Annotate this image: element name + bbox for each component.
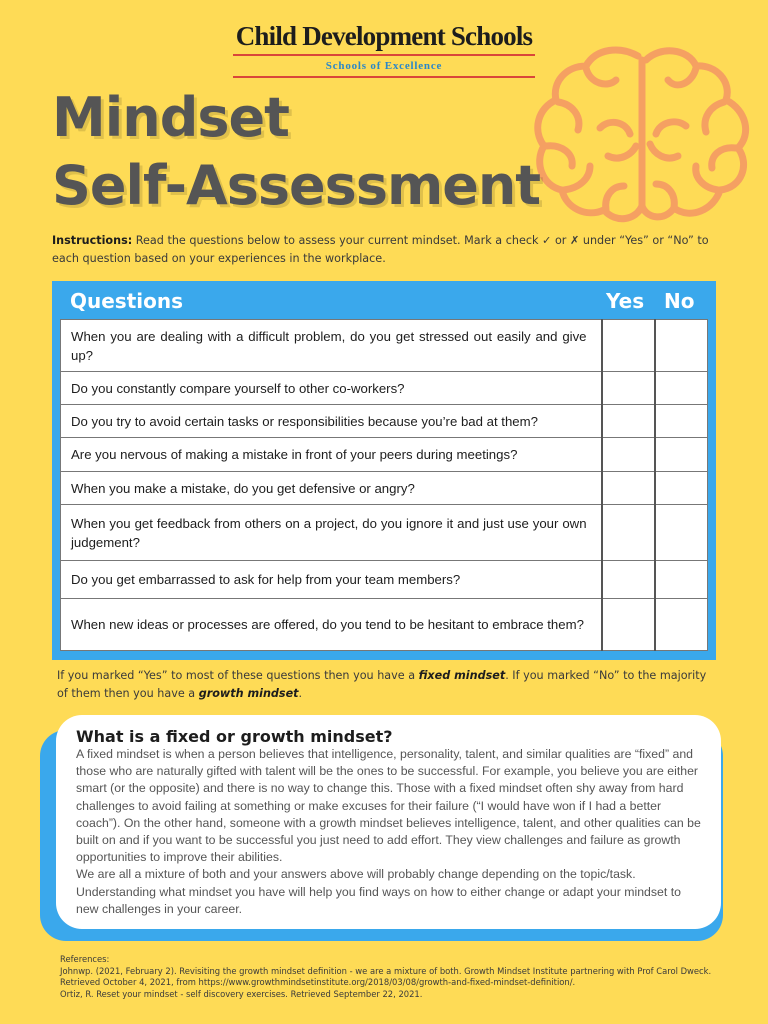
- table-row: [61, 505, 708, 561]
- yes-answer-cell[interactable]: [602, 320, 655, 372]
- info-card-title: What is a fixed or growth mindset?: [76, 727, 393, 746]
- result-note-text: If you marked “Yes” to most of these questions then you have a: [57, 669, 419, 682]
- yes-answer-cell[interactable]: [602, 561, 655, 599]
- questions-table: [60, 319, 708, 651]
- no-answer-cell[interactable]: [655, 320, 708, 372]
- fixed-mindset-term: fixed mindset: [418, 669, 506, 682]
- references: [60, 954, 750, 1000]
- reference-line: Johnwp. (2021, February 2). Revisiting the growth mindset definition - we are a mixture of both. Growth Mindset Institute partnering with Prof Carol Dweck.: [60, 965, 712, 976]
- yes-answer-cell[interactable]: [602, 472, 655, 505]
- table-row: [61, 320, 708, 372]
- questions-header: [52, 281, 716, 319]
- no-answer-cell[interactable]: [655, 561, 708, 599]
- no-answer-cell[interactable]: [655, 372, 708, 405]
- table-row: [61, 599, 708, 651]
- table-row: [61, 405, 708, 438]
- questions-column-header: Questions: [70, 289, 184, 313]
- instructions-label: Instructions:: [52, 234, 133, 247]
- no-answer-cell[interactable]: [655, 599, 708, 651]
- yes-answer-cell[interactable]: [602, 372, 655, 405]
- questions-panel: [52, 281, 716, 660]
- table-row: [61, 372, 708, 405]
- no-column-header: No: [664, 289, 695, 313]
- title-line-2: Self-Assessment: [52, 154, 541, 217]
- yes-answer-cell[interactable]: [602, 405, 655, 438]
- question-text: When you get feedback from others on a project, do you ignore it and just use your own judgement?: [61, 505, 602, 561]
- info-card-body: [76, 746, 701, 918]
- question-text: Are you nervous of making a mistake in front of your peers during meetings?: [61, 438, 602, 472]
- question-text: When you make a mistake, do you get defensive or angry?: [61, 472, 602, 505]
- growth-mindset-term: growth mindset: [198, 687, 299, 700]
- no-answer-cell[interactable]: [655, 438, 708, 472]
- question-text: When you are dealing with a difficult problem, do you get stressed out easily and give up?: [61, 320, 602, 372]
- brain-icon: [520, 38, 768, 238]
- question-text: Do you try to avoid certain tasks or responsibilities because you’re bad at them?: [61, 405, 602, 438]
- instructions-text: Read the questions below to assess your current mindset. Mark a check ✓ or ✗ under “Yes” or “No” to each question based on your experiences in the workplace.: [52, 234, 709, 265]
- page-title: [52, 84, 540, 220]
- table-row: [61, 438, 708, 472]
- table-row: [61, 561, 708, 599]
- no-answer-cell[interactable]: [655, 505, 708, 561]
- info-paragraph: A fixed mindset is when a person believes that intelligence, personality, talent, and similar qualities are “fixed” and those who are naturally gifted with talent will be the ones to be successful. For example, you believe you are either smart (or the opposite) and there is no way to change this. Those with a fixed mindset often shy away from hard challenges to avoid failing at something or make excuses for their failure (“I would have won if I had a better coach”). On the other hand, someone with a growth mindset believes intelligence, talent, and other qualities can be built on and if you want to be successful you just need to add effort. They view challenges and failure as growth opportunities to improve their abilities.: [76, 747, 701, 865]
- question-text: When new ideas or processes are offered, do you tend to be hesitant to embrace them?: [61, 599, 602, 651]
- no-answer-cell[interactable]: [655, 405, 708, 438]
- title-line-1: Mindset: [52, 86, 289, 149]
- brand-divider: [233, 76, 535, 78]
- info-card: [56, 715, 721, 929]
- result-note-text: . If you marked “No” to the majority of them then you have a: [57, 669, 707, 700]
- brand-tagline: Schools of Excellence: [325, 60, 443, 72]
- question-text: Do you constantly compare yourself to other co-workers?: [61, 372, 602, 405]
- yes-answer-cell[interactable]: [602, 599, 655, 651]
- brand-name: Child Development Schools: [235, 21, 533, 51]
- reference-line: Retrieved October 4, 2021, from https://www.growthmindsetinstitute.org/2018/03/08/growth-and-fixed-mindset-definition/.: [60, 977, 576, 987]
- brand-divider: [233, 54, 535, 56]
- instructions: [52, 232, 722, 268]
- yes-answer-cell[interactable]: [602, 438, 655, 472]
- question-text: Do you get embarrassed to ask for help from your team members?: [61, 561, 602, 599]
- reference-line: Ortiz, R. Reset your mindset - self discovery exercises. Retrieved September 22, 2021.: [60, 988, 423, 999]
- result-note: [57, 667, 717, 703]
- yes-column-header: Yes: [606, 289, 645, 313]
- no-answer-cell[interactable]: [655, 472, 708, 505]
- references-label: References:: [60, 954, 110, 964]
- result-note-text: .: [298, 687, 303, 700]
- table-row: [61, 472, 708, 505]
- info-paragraph: We are all a mixture of both and your answers above will probably change depending on the topic/task. Understanding what mindset you have will help you find ways on how to either change or adapt your mindset to new challenges in your career.: [76, 867, 681, 916]
- yes-answer-cell[interactable]: [602, 505, 655, 561]
